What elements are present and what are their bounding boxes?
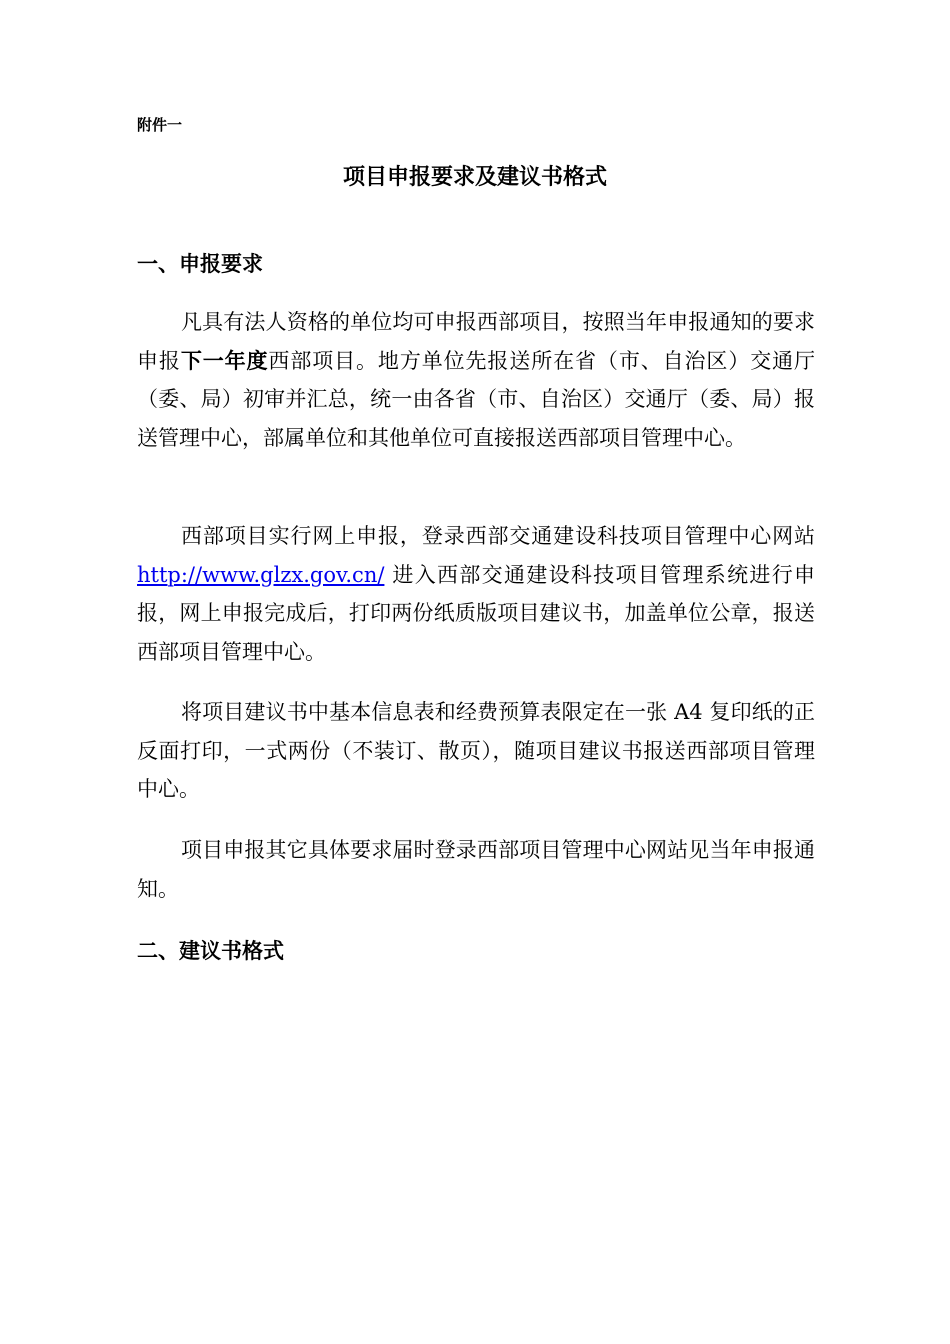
- paragraph-online-text-2: 进入西部交通建设科技项目管理系统进行申报，网上申报完成后，打印两份纸质版项目建议书，加盖单位公章，报送西部项目管理中心。: [137, 562, 816, 664]
- paragraph-eligibility: [137, 303, 815, 457]
- paragraph-eligibility-text-1: 凡具有法人资格的单位均可申报西部项目，按照当年申报通知的要求申报: [137, 310, 815, 373]
- bold-next-year: 下一年度: [180, 348, 269, 373]
- paragraph-eligibility-text-2: 西部项目。地方单位先报送所在省（市、自治区）交通厅（委、局）初审并汇总，统一由各省（市、自治区）交通厅（委、局）报送管理中心，部属单位和其他单位可直接报送西部项目管理中心。: [137, 348, 816, 450]
- paragraph-other-requirements: 项目申报其它具体要求届时登录西部项目管理中心网站见当年申报通知。: [137, 838, 815, 901]
- website-link[interactable]: http://www.glzx.gov.cn/: [137, 562, 385, 587]
- section-heading-requirements: 一、申报要求: [137, 252, 263, 276]
- document-title: 项目申报要求及建议书格式: [342, 165, 607, 190]
- paragraph-online-submission: [137, 517, 815, 671]
- paragraph-printing: 将项目建议书中基本信息表和经费预算表限定在一张 A4 复印纸的正反面打印，一式两份（不装订、散页），随项目建议书报送西部项目管理中心。: [137, 700, 815, 801]
- section-heading-proposal-format: 二、建议书格式: [137, 939, 284, 963]
- paragraph-online-text-1: 西部项目实行网上申报，登录西部交通建设科技项目管理中心网站: [181, 524, 815, 548]
- attachment-label: 附件一: [137, 116, 183, 134]
